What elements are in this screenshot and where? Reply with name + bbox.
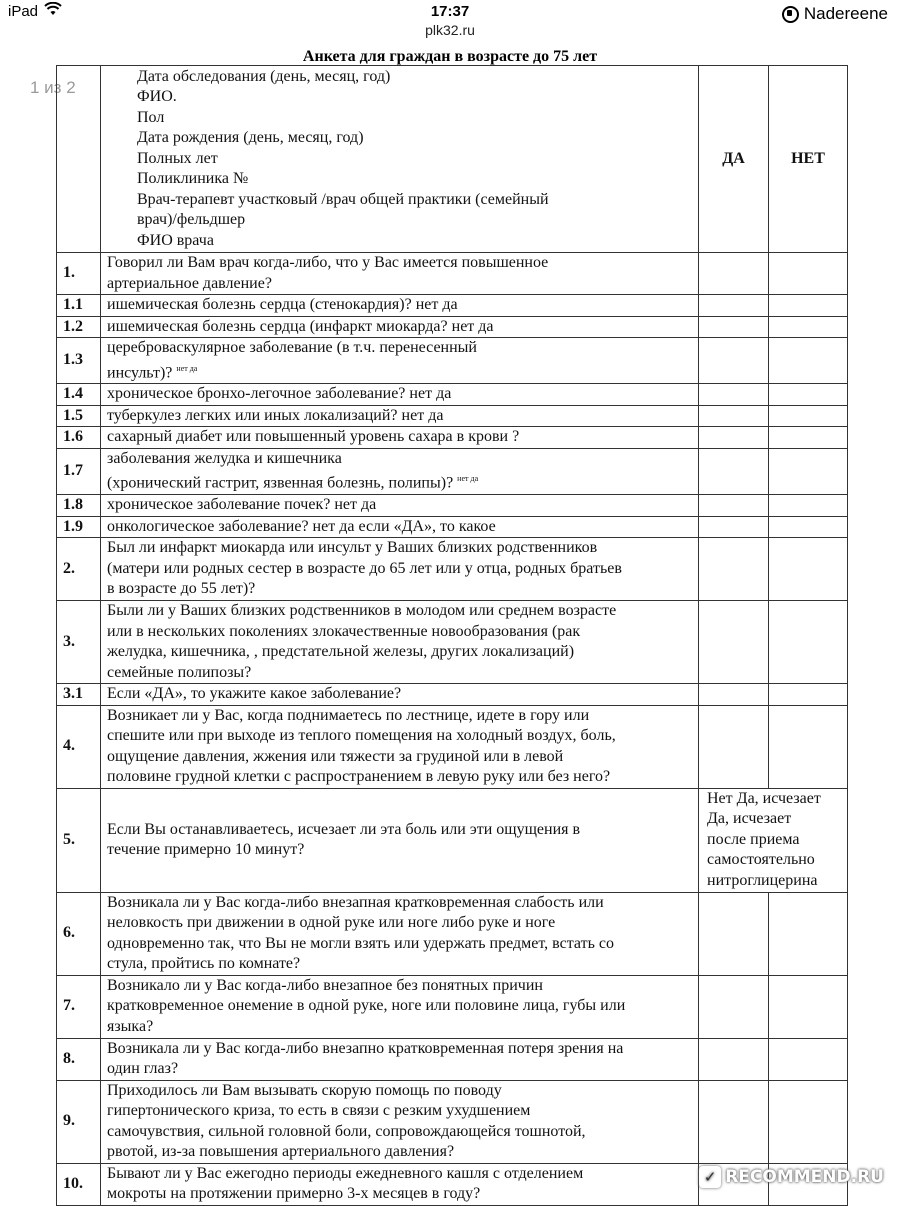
question-row: [57, 338, 848, 384]
question-line: [107, 1039, 692, 1060]
question-line: [107, 1142, 692, 1163]
header-field: Врач-терапевт участковый /врач общей практики (семейный: [137, 190, 549, 208]
question-text: [101, 253, 699, 295]
answer-option-line: Да, исчезает: [707, 810, 792, 828]
question-text: [101, 448, 699, 494]
question-line-text: самочувствия, сильной головной боли, сопровождающейся тошнотой,: [107, 1122, 586, 1140]
lock-rotation-icon: [782, 6, 799, 23]
question-line: [107, 726, 692, 747]
question-text: [101, 1080, 699, 1163]
answer-option-line: Нет Да, исчезает: [707, 789, 821, 807]
question-line: [107, 954, 692, 975]
answer-yes-cell[interactable]: [699, 427, 769, 449]
recommend-logo-icon: ✓: [699, 1166, 721, 1188]
question-line: [107, 469, 692, 494]
question-line-text: хроническое заболевание почек? нет да: [107, 496, 377, 514]
question-row: [57, 295, 848, 317]
answer-no-cell[interactable]: [769, 495, 848, 517]
question-line-text: Возникало ли у Вас когда-либо внезапное без понятных причин: [107, 976, 543, 994]
question-number: 9.: [57, 1080, 101, 1163]
answer-yes-cell[interactable]: [699, 975, 769, 1038]
document-title: Анкета для граждан в возрасте до 75 лет: [302, 48, 598, 65]
question-line-text: хроническое бронхо-легочное заболевание? нет да: [107, 385, 452, 403]
answer-yes-cell[interactable]: [699, 448, 769, 494]
answer-no-cell[interactable]: [769, 405, 848, 427]
question-line-text: сахарный диабет или повышенный уровень сахара в крови ?: [107, 428, 520, 446]
watermark-text: RECOMMEND.RU: [725, 1167, 884, 1187]
answer-yes-cell[interactable]: [699, 1080, 769, 1163]
question-number: 1.2: [57, 316, 101, 338]
question-number: 1.3: [57, 338, 101, 384]
question-line: [107, 538, 692, 559]
page-indicator: 1 из 2: [30, 78, 76, 97]
question-number: 1.6: [57, 427, 101, 449]
answer-yes-cell[interactable]: [699, 538, 769, 601]
question-row: [57, 788, 848, 892]
question-line: [107, 338, 692, 359]
question-line: [107, 840, 692, 861]
question-line: [107, 934, 692, 955]
col-no-header: НЕТ: [769, 66, 848, 253]
question-line-text: Если Вы останавливаетесь, исчезает ли эта боль или эти ощущения в: [107, 820, 581, 838]
question-line: [107, 1081, 692, 1102]
question-line: [107, 1101, 692, 1122]
question-number: 3.: [57, 601, 101, 684]
answer-yes-cell[interactable]: [699, 384, 769, 406]
question-line-text: желудка, кишечника, , предстательной железы, других локализаций): [107, 643, 575, 661]
question-number: 1.1: [57, 295, 101, 317]
header-field: Полных лет: [137, 149, 218, 167]
question-text: [101, 788, 699, 892]
question-text: [101, 1038, 699, 1080]
header-fields-cell: [101, 66, 699, 253]
question-line-text: туберкулез легких или иных локализаций? нет да: [107, 406, 444, 424]
question-line-text: стула, пройтись по комнате?: [107, 955, 301, 973]
question-line-text: неловкость при движении в одной руке или ноге либо руке и ноге: [107, 914, 556, 932]
answer-yes-cell[interactable]: [699, 1038, 769, 1080]
answer-no-cell[interactable]: [769, 601, 848, 684]
question-number: 1.4: [57, 384, 101, 406]
question-row: [57, 516, 848, 538]
question-line-text: в возрасте до 55 лет)?: [107, 580, 256, 598]
question-line-text: онкологическое заболевание? нет да если «ДА», то какое: [107, 517, 496, 535]
header-field: ФИО.: [137, 88, 177, 106]
answer-yes-cell[interactable]: [699, 495, 769, 517]
question-text: [101, 495, 699, 517]
question-line: [107, 747, 692, 768]
question-line: [107, 706, 692, 727]
question-line: [107, 684, 692, 705]
question-number: 2.: [57, 538, 101, 601]
question-line: [107, 767, 692, 788]
answer-no-cell[interactable]: [769, 295, 848, 317]
question-line: [107, 406, 692, 427]
header-field: Пол: [137, 108, 165, 126]
answer-no-cell[interactable]: [769, 384, 848, 406]
question-line-text: Был ли инфаркт миокарда или инсульт у Ваших близких родственников: [107, 539, 598, 557]
question-row: [57, 892, 848, 975]
question-text: [101, 516, 699, 538]
question-number: 1.: [57, 253, 101, 295]
clock: 17:37: [430, 3, 470, 20]
question-line-text: Возникала ли у Вас когда-либо внезапно кратковременная потеря зрения на: [107, 1039, 624, 1057]
question-line: [107, 559, 692, 580]
question-line-text: спешите или при выходе из теплого помещения на холодный воздух, боль,: [107, 727, 616, 745]
question-line-text: инсульт)?: [107, 363, 173, 381]
question-text: [101, 601, 699, 684]
answer-option-line: самостоятельно: [707, 851, 815, 869]
col-yes-header: ДА: [699, 66, 769, 253]
question-line-text: ишемическая болезнь сердца (инфаркт миокарда? нет да: [107, 317, 494, 335]
question-line: [107, 1164, 692, 1185]
answer-no-cell[interactable]: [769, 253, 848, 295]
question-row: [57, 684, 848, 706]
header-field: Дата обследования (день, месяц, год): [137, 67, 391, 85]
inline-answer-options: нет да: [457, 474, 479, 484]
answer-no-cell[interactable]: [769, 892, 848, 975]
answer-yes-cell[interactable]: [699, 253, 769, 295]
question-number: 10.: [57, 1163, 101, 1205]
answer-options-cell[interactable]: [699, 788, 848, 892]
question-line: [107, 1059, 692, 1080]
question-number: 1.5: [57, 405, 101, 427]
question-line-text: кратковременное онемение в одной руке, ноге или половине лица, губы или: [107, 997, 626, 1015]
question-line-text: артериальное давление?: [107, 274, 272, 292]
question-line-text: Возникала ли у Вас когда-либо внезапная кратковременная слабость или: [107, 893, 604, 911]
watermark: [699, 1166, 884, 1188]
question-line: [107, 449, 692, 470]
answer-option-line: нитроглицерина: [707, 871, 818, 889]
question-line: [107, 579, 692, 600]
question-line-text: ишемическая болезнь сердца (стенокардия)? нет да: [107, 296, 458, 313]
question-text: [101, 705, 699, 788]
question-row: [57, 538, 848, 601]
question-line-text: гипертонического криза, то есть в связи с резким ухудшением: [107, 1102, 531, 1120]
question-row: [57, 405, 848, 427]
question-text: [101, 316, 699, 338]
question-number: 1.7: [57, 448, 101, 494]
username-label: [782, 4, 888, 24]
question-row: [57, 427, 848, 449]
question-line-text: (хронический гастрит, язвенная болезнь, полипы)?: [107, 474, 454, 492]
question-number: 4.: [57, 705, 101, 788]
question-line-text: половине грудной клетки с распространением в левую руку или без него?: [107, 768, 611, 786]
questionnaire-table: [56, 65, 848, 1206]
question-line-text: (матери или родных сестер в возрасте до 65 лет или у отца, родных братьев: [107, 559, 622, 577]
question-line: [107, 601, 692, 622]
answer-yes-cell[interactable]: [699, 338, 769, 384]
question-line: [107, 495, 692, 516]
question-line: [107, 893, 692, 914]
question-line: [107, 642, 692, 663]
question-text: [101, 338, 699, 384]
question-line: [107, 913, 692, 934]
question-text: [101, 892, 699, 975]
question-line: [107, 1017, 692, 1038]
question-line-text: Говорил ли Вам врач когда-либо, что у Вас имеется повышенное: [107, 254, 549, 271]
question-line-text: Возникает ли у Вас, когда поднимаетесь по лестнице, идете в гору или: [107, 706, 590, 724]
question-line: [107, 1122, 692, 1143]
answer-no-cell[interactable]: [769, 427, 848, 449]
answer-no-cell[interactable]: [769, 448, 848, 494]
question-line-text: Приходилось ли Вам вызывать скорую помощь по поводу: [107, 1081, 502, 1099]
question-line: [107, 663, 692, 684]
question-row: [57, 384, 848, 406]
question-line-text: ощущение давления, жжения или тяжести за грудиной или в левой: [107, 747, 564, 765]
question-text: [101, 384, 699, 406]
question-text: [101, 538, 699, 601]
question-line-text: семейные полипозы?: [107, 663, 252, 681]
question-row: [57, 1038, 848, 1080]
question-row: [57, 705, 848, 788]
answer-no-cell[interactable]: [769, 538, 848, 601]
question-row: [57, 316, 848, 338]
answer-yes-cell[interactable]: [699, 684, 769, 706]
answer-no-cell[interactable]: [769, 684, 848, 706]
header-field: Поликлиника №: [137, 170, 249, 188]
question-line-text: или в нескольких поколениях злокачественные новообразования (рак: [107, 622, 581, 640]
question-line: [107, 384, 692, 405]
question-row: [57, 495, 848, 517]
question-line: [107, 274, 692, 295]
header-row: [57, 66, 848, 253]
question-line: [107, 820, 692, 841]
question-row: [57, 253, 848, 295]
answer-no-cell[interactable]: [769, 975, 848, 1038]
answer-yes-cell[interactable]: [699, 405, 769, 427]
answer-no-cell[interactable]: [769, 1038, 848, 1080]
question-line-text: одновременно так, что Вы не могли взять или удержать предмет, встать со: [107, 934, 614, 952]
question-line-text: заболевания желудка и кишечника: [107, 449, 342, 467]
question-line-text: мокроты на протяжении примерно 3-х месяцев в году?: [107, 1185, 481, 1203]
address-bar[interactable]: plk32.ru: [425, 22, 475, 38]
question-number: 1.8: [57, 495, 101, 517]
question-line: [107, 996, 692, 1017]
question-number: 8.: [57, 1038, 101, 1080]
header-field: ФИО врача: [137, 231, 214, 249]
question-text: [101, 427, 699, 449]
question-text: [101, 975, 699, 1038]
question-row: [57, 975, 848, 1038]
answer-no-cell[interactable]: [769, 705, 848, 788]
question-line: [107, 427, 692, 448]
answer-yes-cell[interactable]: [699, 892, 769, 975]
question-row: [57, 1080, 848, 1163]
header-field: врач)/фельдшер: [137, 211, 246, 229]
question-text: [101, 405, 699, 427]
question-line-text: цереброваскулярное заболевание (в т.ч. перенесенный: [107, 339, 477, 356]
question-number: 3.1: [57, 684, 101, 706]
question-line: [107, 1184, 692, 1205]
question-number: 7.: [57, 975, 101, 1038]
answer-no-cell[interactable]: [769, 316, 848, 338]
question-row: [57, 601, 848, 684]
question-line: [107, 517, 692, 538]
question-line: [107, 976, 692, 997]
username: Nadereene: [803, 4, 888, 23]
question-line: [107, 317, 692, 338]
question-line-text: Бывают ли у Вас ежегодно периоды ежедневного кашля с отделением: [107, 1164, 584, 1182]
answer-yes-cell[interactable]: [699, 316, 769, 338]
question-number: 1.9: [57, 516, 101, 538]
question-line-text: языка?: [107, 1017, 154, 1035]
device-label: iPad: [8, 3, 39, 20]
inline-answer-options: нет да: [176, 363, 198, 373]
answer-yes-cell[interactable]: [699, 516, 769, 538]
answer-yes-cell[interactable]: [699, 295, 769, 317]
question-line: [107, 622, 692, 643]
answer-option-line: после приема: [707, 830, 800, 848]
question-line-text: течение примерно 10 минут?: [107, 841, 305, 859]
question-text: [101, 684, 699, 706]
answer-yes-cell[interactable]: [699, 705, 769, 788]
question-text: [101, 1163, 699, 1205]
question-line: [107, 295, 692, 316]
question-line: [107, 359, 692, 384]
question-number: 5.: [57, 788, 101, 892]
question-number: 6.: [57, 892, 101, 975]
status-bar: [0, 0, 900, 22]
question-text: [101, 295, 699, 317]
question-line-text: один глаз?: [107, 1060, 179, 1078]
question-line: [107, 253, 692, 274]
question-row: [57, 448, 848, 494]
header-num-cell: [57, 66, 101, 253]
question-line-text: рвотой, из-за повышения артериального давления?: [107, 1143, 455, 1161]
question-line-text: Были ли у Ваших близких родственников в молодом или среднем возрасте: [107, 602, 617, 620]
answer-no-cell[interactable]: [769, 516, 848, 538]
answer-no-cell[interactable]: [769, 1080, 848, 1163]
header-field: Дата рождения (день, месяц, год): [137, 129, 364, 147]
question-line-text: Если «ДА», то укажите какое заболевание?: [107, 685, 402, 703]
answer-yes-cell[interactable]: [699, 601, 769, 684]
answer-no-cell[interactable]: [769, 338, 848, 384]
